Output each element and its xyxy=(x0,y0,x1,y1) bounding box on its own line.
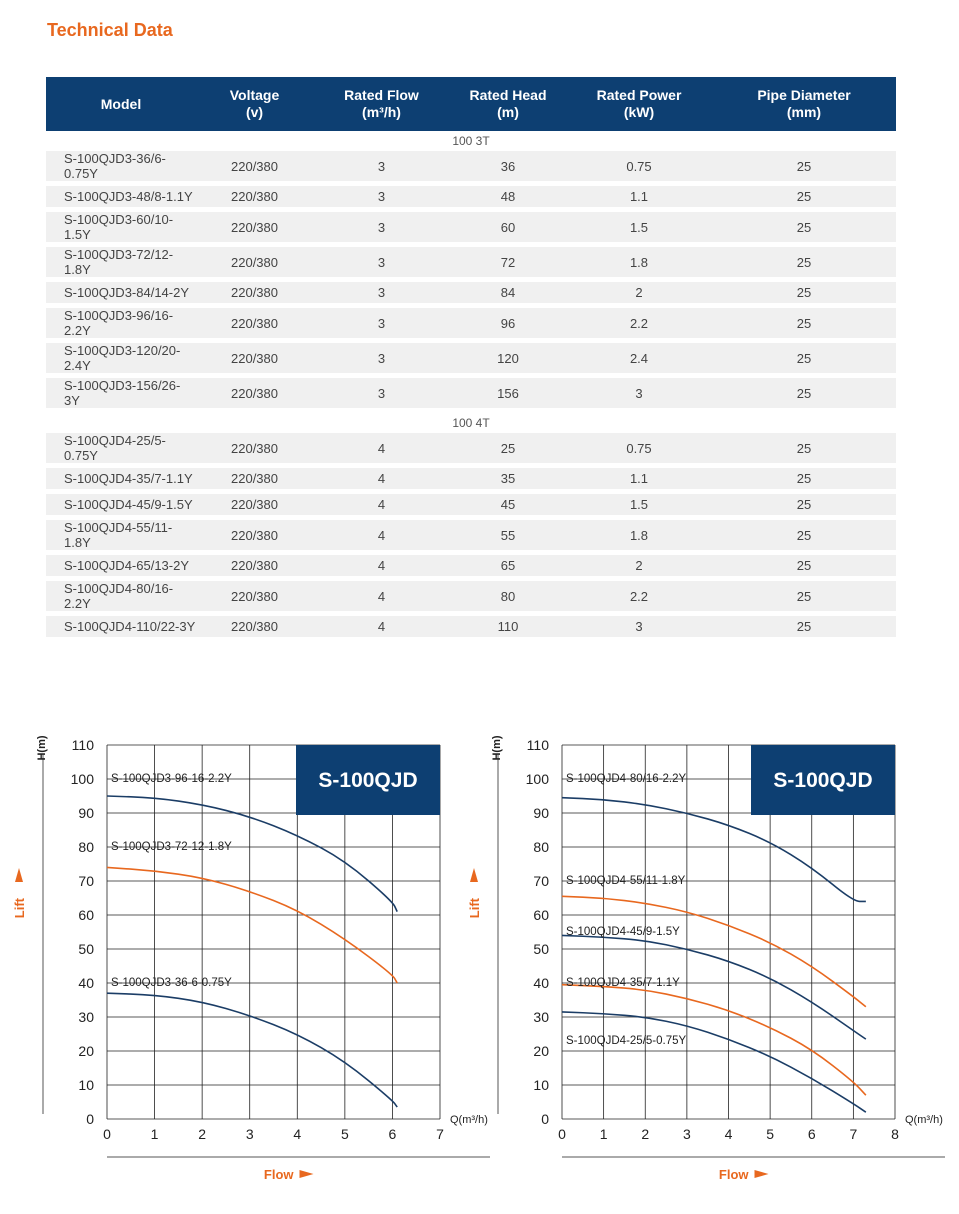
series-label: S-100QJD3-36-6-0.75Y xyxy=(111,977,232,989)
y-tick-label: 110 xyxy=(526,737,549,753)
chart-title: S-100QJD xyxy=(773,769,873,792)
cell-rated-flow: 3 xyxy=(313,247,450,282)
cell-rated-head: 25 xyxy=(450,433,566,468)
cell-pipe-diameter: 25 xyxy=(712,282,896,308)
cell-voltage: 220/380 xyxy=(196,343,313,378)
y-tick-label: 60 xyxy=(533,907,549,923)
cell-pipe-diameter: 25 xyxy=(712,468,896,494)
y-tick-label: 100 xyxy=(70,771,94,787)
cell-model: S-100QJD4-65/13-2Y xyxy=(46,555,196,581)
y-tick-label: 100 xyxy=(525,771,549,787)
lift-label: Lift xyxy=(12,898,27,919)
y-tick-label: 20 xyxy=(533,1043,549,1059)
lift-arrow-icon xyxy=(470,868,478,882)
cell-voltage: 220/380 xyxy=(196,151,313,186)
cell-rated-power: 0.75 xyxy=(566,151,712,186)
cell-model: S-100QJD3-36/6-0.75Y xyxy=(46,151,196,186)
cell-rated-head: 36 xyxy=(450,151,566,186)
x-tick-label: 7 xyxy=(436,1126,444,1142)
y-tick-label: 50 xyxy=(533,941,549,957)
cell-rated-power: 1.1 xyxy=(566,468,712,494)
series-line xyxy=(107,993,397,1107)
series-label: S-100QJD4-55/11-1.8Y xyxy=(566,875,686,887)
cell-voltage: 220/380 xyxy=(196,555,313,581)
table-row xyxy=(46,343,896,378)
cell-voltage: 220/380 xyxy=(196,494,313,520)
table-row xyxy=(46,282,896,308)
flow-arrow-icon xyxy=(755,1170,769,1178)
cell-rated-flow: 3 xyxy=(313,151,450,186)
header-rated-power: Rated Power (kW) xyxy=(566,77,712,131)
y-tick-label: 80 xyxy=(533,839,549,855)
x-tick-label: 6 xyxy=(388,1126,397,1142)
x-tick-label: 5 xyxy=(340,1126,349,1142)
cell-pipe-diameter: 25 xyxy=(712,520,896,555)
cell-rated-head: 48 xyxy=(450,186,566,212)
cell-voltage: 220/380 xyxy=(196,282,313,308)
group-label-row xyxy=(46,413,896,433)
cell-rated-flow: 3 xyxy=(313,186,450,212)
cell-voltage: 220/380 xyxy=(196,616,313,642)
header-model: Model xyxy=(46,77,196,131)
y-axis-label: H(m) xyxy=(491,735,503,761)
performance-chart-4t-svg xyxy=(455,710,959,1190)
series-label: S-100QJD4-25/5-0.75Y xyxy=(566,1034,687,1047)
cell-rated-flow: 4 xyxy=(313,581,450,616)
cell-pipe-diameter: 25 xyxy=(712,555,896,581)
y-tick-label: 0 xyxy=(86,1111,94,1127)
cell-voltage: 220/380 xyxy=(196,247,313,282)
table-row xyxy=(46,433,896,468)
y-tick-label: 90 xyxy=(533,805,549,821)
cell-model: S-100QJD3-120/20-2.4Y xyxy=(46,343,196,378)
x-tick-label: 0 xyxy=(558,1126,566,1142)
cell-rated-power: 2.2 xyxy=(566,308,712,343)
y-tick-label: 70 xyxy=(78,873,94,889)
cell-pipe-diameter: 25 xyxy=(712,494,896,520)
cell-model: S-100QJD4-110/22-3Y xyxy=(46,616,196,642)
performance-chart-3t-svg xyxy=(0,710,488,1190)
cell-rated-head: 55 xyxy=(450,520,566,555)
x-tick-label: 6 xyxy=(807,1126,816,1142)
technical-data-table xyxy=(46,77,896,642)
cell-rated-head: 84 xyxy=(450,282,566,308)
table-row xyxy=(46,616,896,642)
y-tick-label: 110 xyxy=(71,737,94,753)
cell-pipe-diameter: 25 xyxy=(712,247,896,282)
cell-model: S-100QJD4-25/5-0.75Y xyxy=(46,433,196,468)
chart-title: S-100QJD xyxy=(318,769,418,792)
header-pipe-diameter: Pipe Diameter (mm) xyxy=(712,77,896,131)
cell-pipe-diameter: 25 xyxy=(712,433,896,468)
table-row xyxy=(46,151,896,186)
group-label: 100 3T xyxy=(46,131,896,151)
cell-rated-flow: 4 xyxy=(313,616,450,642)
cell-model: S-100QJD4-45/9-1.5Y xyxy=(46,494,196,520)
header-rated-flow: Rated Flow (m³/h) xyxy=(313,77,450,131)
table-row xyxy=(46,378,896,413)
table-row xyxy=(46,520,896,555)
cell-model: S-100QJD4-55/11-1.8Y xyxy=(46,520,196,555)
x-tick-label: 4 xyxy=(724,1126,733,1142)
series-line xyxy=(107,867,397,983)
table-row xyxy=(46,247,896,282)
y-tick-label: 70 xyxy=(533,873,549,889)
cell-rated-head: 96 xyxy=(450,308,566,343)
y-axis-label: H(m) xyxy=(36,735,48,761)
table-row xyxy=(46,212,896,247)
cell-rated-power: 2.2 xyxy=(566,581,712,616)
series-line xyxy=(562,896,866,1007)
cell-rated-power: 1.5 xyxy=(566,212,712,247)
cell-rated-head: 35 xyxy=(450,468,566,494)
y-tick-label: 0 xyxy=(541,1111,549,1127)
lift-label: Lift xyxy=(467,898,482,919)
section-title: Technical Data xyxy=(47,20,173,40)
y-tick-label: 40 xyxy=(533,975,549,991)
cell-voltage: 220/380 xyxy=(196,581,313,616)
performance-chart-4t xyxy=(455,710,959,1195)
cell-rated-flow: 3 xyxy=(313,282,450,308)
header-rated-head: Rated Head (m) xyxy=(450,77,566,131)
cell-rated-power: 1.8 xyxy=(566,247,712,282)
cell-voltage: 220/380 xyxy=(196,520,313,555)
y-tick-label: 90 xyxy=(78,805,94,821)
lift-arrow-icon xyxy=(15,868,23,882)
cell-rated-head: 110 xyxy=(450,616,566,642)
series-label: S-100QJD4-45/9-1.5Y xyxy=(566,926,680,938)
cell-voltage: 220/380 xyxy=(196,212,313,247)
table-row xyxy=(46,186,896,212)
table-row xyxy=(46,555,896,581)
cell-model: S-100QJD4-35/7-1.1Y xyxy=(46,468,196,494)
group-label: 100 4T xyxy=(46,413,896,433)
cell-model: S-100QJD3-60/10-1.5Y xyxy=(46,212,196,247)
cell-rated-power: 2 xyxy=(566,555,712,581)
table-row xyxy=(46,308,896,343)
cell-voltage: 220/380 xyxy=(196,378,313,413)
x-tick-label: 8 xyxy=(891,1126,899,1142)
cell-rated-power: 2 xyxy=(566,282,712,308)
series-line xyxy=(562,1012,866,1112)
cell-rated-power: 3 xyxy=(566,616,712,642)
cell-rated-power: 2.4 xyxy=(566,343,712,378)
x-axis-label: Q(m³/h) xyxy=(905,1114,943,1126)
cell-pipe-diameter: 25 xyxy=(712,308,896,343)
x-tick-label: 2 xyxy=(198,1126,207,1142)
y-tick-label: 40 xyxy=(78,975,94,991)
table-row xyxy=(46,581,896,616)
cell-rated-head: 65 xyxy=(450,555,566,581)
x-tick-label: 2 xyxy=(641,1126,650,1142)
cell-voltage: 220/380 xyxy=(196,308,313,343)
cell-pipe-diameter: 25 xyxy=(712,151,896,186)
x-tick-label: 1 xyxy=(599,1126,608,1142)
x-tick-label: 5 xyxy=(766,1126,775,1142)
y-tick-label: 10 xyxy=(78,1077,94,1093)
cell-rated-head: 45 xyxy=(450,494,566,520)
table-row xyxy=(46,468,896,494)
series-label: S-100QJD3-96-16-2.2Y xyxy=(111,773,232,785)
cell-rated-flow: 3 xyxy=(313,343,450,378)
y-tick-label: 30 xyxy=(533,1009,549,1025)
flow-label: Flow xyxy=(263,1167,294,1182)
cell-voltage: 220/380 xyxy=(196,433,313,468)
table-row xyxy=(46,494,896,520)
cell-pipe-diameter: 25 xyxy=(712,616,896,642)
x-tick-label: 3 xyxy=(682,1126,691,1142)
x-tick-label: 0 xyxy=(103,1126,111,1142)
cell-rated-power: 3 xyxy=(566,378,712,413)
series-label: S-100QJD4-80/16-2.2Y xyxy=(566,773,687,785)
y-tick-label: 60 xyxy=(78,907,94,923)
cell-model: S-100QJD3-96/16-2.2Y xyxy=(46,308,196,343)
cell-rated-flow: 3 xyxy=(313,212,450,247)
cell-model: S-100QJD3-156/26-3Y xyxy=(46,378,196,413)
cell-rated-power: 1.1 xyxy=(566,186,712,212)
cell-pipe-diameter: 25 xyxy=(712,186,896,212)
cell-voltage: 220/380 xyxy=(196,186,313,212)
y-tick-label: 30 xyxy=(78,1009,94,1025)
y-tick-label: 80 xyxy=(78,839,94,855)
cell-rated-head: 80 xyxy=(450,581,566,616)
cell-rated-flow: 4 xyxy=(313,494,450,520)
y-tick-label: 10 xyxy=(533,1077,549,1093)
cell-rated-flow: 4 xyxy=(313,468,450,494)
cell-pipe-diameter: 25 xyxy=(712,212,896,247)
x-axis-label: Q(m³/h) xyxy=(450,1114,488,1126)
cell-rated-head: 72 xyxy=(450,247,566,282)
cell-rated-power: 0.75 xyxy=(566,433,712,468)
cell-model: S-100QJD3-84/14-2Y xyxy=(46,282,196,308)
cell-model: S-100QJD4-80/16-2.2Y xyxy=(46,581,196,616)
cell-rated-flow: 3 xyxy=(313,308,450,343)
x-tick-label: 7 xyxy=(849,1126,858,1142)
y-tick-label: 50 xyxy=(78,941,94,957)
group-label-row xyxy=(46,131,896,151)
header-voltage: Voltage (v) xyxy=(196,77,313,131)
cell-pipe-diameter: 25 xyxy=(712,343,896,378)
cell-rated-head: 60 xyxy=(450,212,566,247)
x-tick-label: 1 xyxy=(150,1126,159,1142)
series-label: S-100QJD4-35/7-1.1Y xyxy=(566,977,680,989)
cell-rated-power: 1.8 xyxy=(566,520,712,555)
cell-rated-flow: 4 xyxy=(313,433,450,468)
table-header-row xyxy=(46,77,896,131)
cell-rated-head: 120 xyxy=(450,343,566,378)
cell-rated-flow: 4 xyxy=(313,555,450,581)
cell-rated-flow: 3 xyxy=(313,378,450,413)
cell-pipe-diameter: 25 xyxy=(712,581,896,616)
cell-pipe-diameter: 25 xyxy=(712,378,896,413)
x-tick-label: 3 xyxy=(245,1126,254,1142)
cell-model: S-100QJD3-48/8-1.1Y xyxy=(46,186,196,212)
cell-rated-flow: 4 xyxy=(313,520,450,555)
cell-model: S-100QJD3-72/12-1.8Y xyxy=(46,247,196,282)
cell-voltage: 220/380 xyxy=(196,468,313,494)
cell-rated-power: 1.5 xyxy=(566,494,712,520)
performance-chart-3t xyxy=(0,710,488,1195)
x-tick-label: 4 xyxy=(293,1126,302,1142)
cell-rated-head: 156 xyxy=(450,378,566,413)
flow-arrow-icon xyxy=(300,1170,314,1178)
flow-label: Flow xyxy=(718,1167,749,1182)
y-tick-label: 20 xyxy=(78,1043,94,1059)
series-label: S-100QJD3-72-12-1.8Y xyxy=(111,841,232,853)
